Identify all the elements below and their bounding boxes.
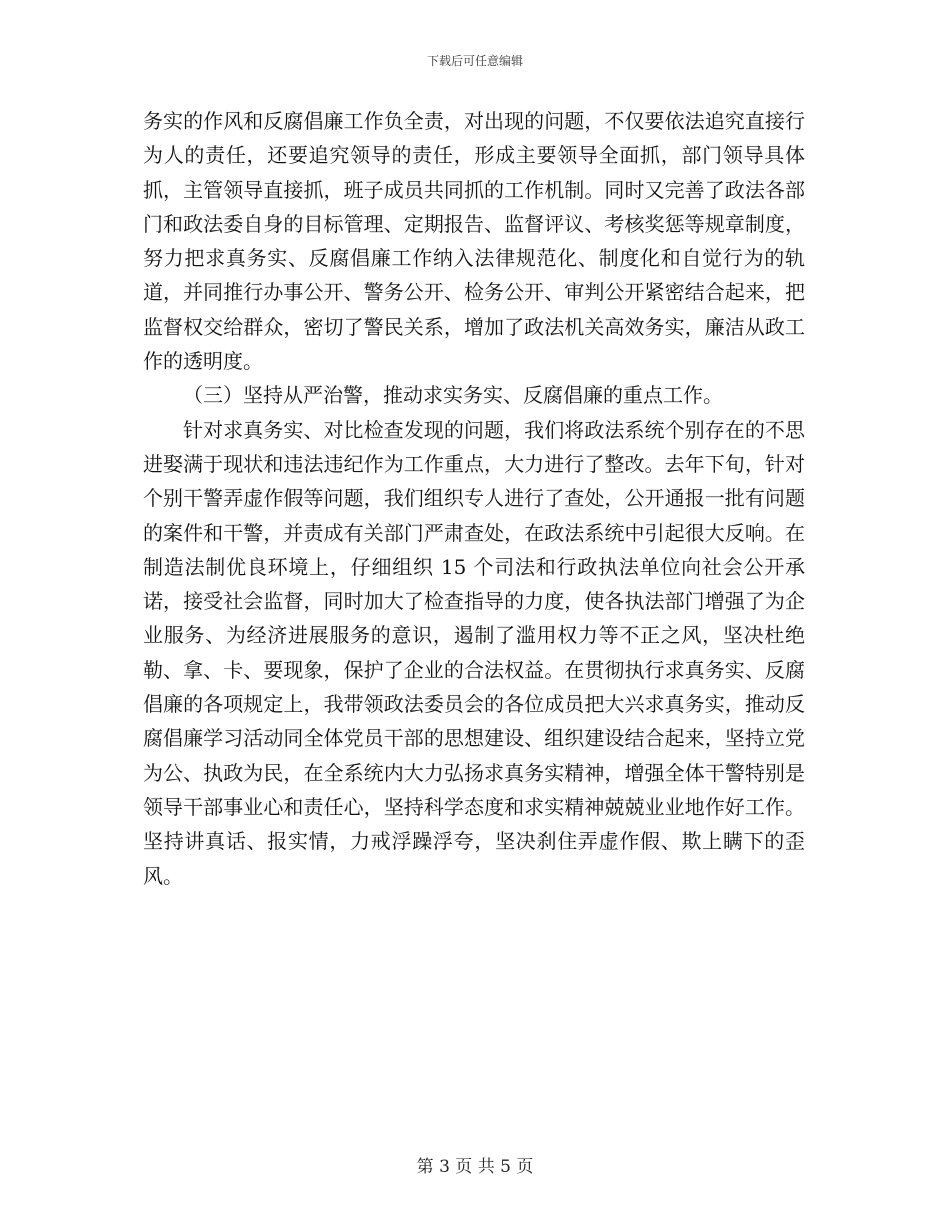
section-heading: （三）坚持从严治警，推动求实务实、反腐倡廉的重点工作。 xyxy=(183,383,723,408)
page-number: 第 3 页 共 5 页 xyxy=(416,1157,534,1177)
document-body xyxy=(143,104,805,893)
page-header: 下载后可任意编辑 xyxy=(426,54,523,68)
paragraph: 针对求真务实、对比检查发现的问题，我们将政法系统个别存在的不思进娶满于现状和违法违纪作为工作重点，大力进行了整改。去年下旬，针对个别干警弄虚作假等问题，我们组织专人进行了查处，公开通报一批有问题的案件和干警，并责成有关部门严肃查处，在政法系统中引起很大反响。在制造法制优良环境上，仔细组织 15 个司法和行政执法单位向社会公开承诺，接受社会监督，同时加大了检查指导的力度，使各执法部门增强了为企业服务、为经济进展服务的意识，遏制了滥用权力等不正之风，坚决杜绝勒、拿、卡、要现象，保护了企业的合法权益。在贯彻执行求真务实、反腐倡廉的各项规定上，我带领政法委员会的各位成员把大兴求真务实，推动反腐倡廉学习活动同全体党员干部的思想建设、组织建设结合起来，坚持立党为公、执政为民，在全系统内大力弘扬求真务实精神，增强全体干警特别是领导干部事业心和责任心，坚持科学态度和求实精神兢兢业业地作好工作。坚持讲真话、报实情，力戒浮躁浮夸，坚决刹住弄虚作假、欺上瞒下的歪风。 xyxy=(143,417,805,888)
paragraph-continuation: 务实的作风和反腐倡廉工作负全责，对出现的问题，不仅要依法追究直接行为人的责任，还要追究领导的责任，形成主要领导全面抓，部门领导具体抓，主管领导直接抓，班子成员共同抓的工作机制。同时又完善了政法各部门和政法委自身的目标管理、定期报告、监督评议、考核奖惩等规章制度，努力把求真务实、反腐倡廉工作纳入法律规范化、制度化和自觉行为的轨道，并同推行办事公开、警务公开、检务公开、审判公开紧密结合起来，把监督权交给群众，密切了警民关系，增加了政法机关高效务实，廉洁从政工作的透明度。 xyxy=(143,109,805,374)
